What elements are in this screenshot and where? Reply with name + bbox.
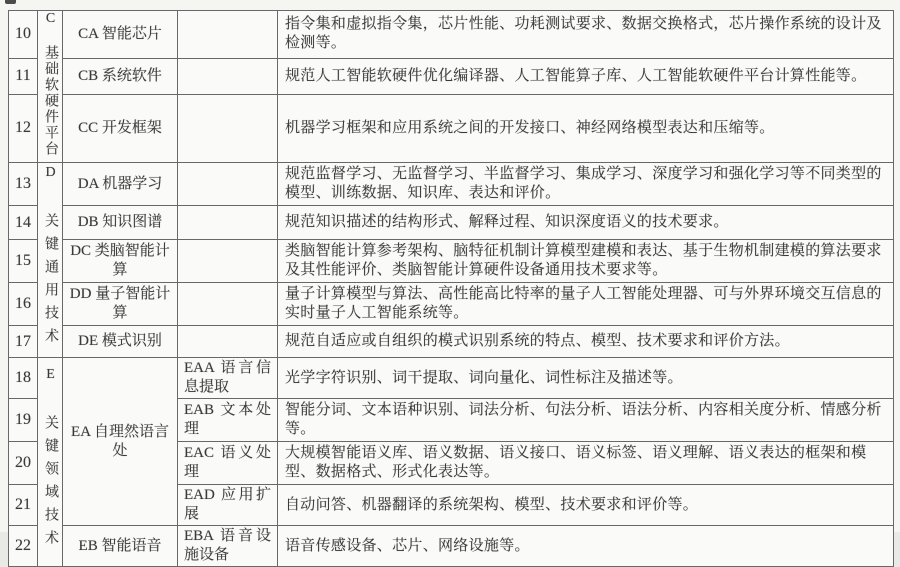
description-cell: 智能分词、文本语种识别、词法分析、句法分析、语法分析、内容相关度分析、情感分析等。 bbox=[278, 399, 894, 442]
level3-cell bbox=[178, 240, 278, 283]
level2-cell: DD 量子智能计算 bbox=[63, 283, 178, 326]
row-number-cell: 12 bbox=[9, 94, 38, 162]
level3-cell bbox=[178, 11, 278, 59]
description-cell: 类脑智能计算参考架构、脑特征机制计算模型建模和表达、基于生物机制建模的算法要求及其性能评价、类脑智能计算硬件设备通用技术要求等。 bbox=[278, 240, 894, 283]
classification-table bbox=[8, 10, 894, 567]
category-c-cell bbox=[38, 11, 63, 163]
row-number-cell: 18 bbox=[9, 358, 38, 399]
description-cell: 规范人工智能软硬件优化编译器、人工智能算子库、人工智能软硬件平台计算性能等。 bbox=[278, 58, 894, 94]
level3-cell: EAD 应用扩展 bbox=[178, 485, 278, 526]
level3-cell bbox=[178, 283, 278, 326]
level3-cell: EBA 语音设施设备 bbox=[178, 526, 278, 567]
level3-cell bbox=[178, 206, 278, 240]
table-row bbox=[9, 206, 894, 240]
level2-cell: DA 机器学习 bbox=[63, 163, 178, 206]
table-row bbox=[9, 163, 894, 206]
table-row bbox=[9, 283, 894, 326]
category-e-label: E 关键领域技术 bbox=[43, 366, 58, 553]
category-d-cell bbox=[38, 163, 63, 358]
category-c-label: C 基础软硬件平台 bbox=[43, 11, 58, 157]
row-number-cell: 15 bbox=[9, 240, 38, 283]
table-row bbox=[9, 240, 894, 283]
level2-cell: DC 类脑智能计算 bbox=[63, 240, 178, 283]
level2-cell: EB 智能语音 bbox=[63, 526, 178, 567]
level3-cell bbox=[178, 94, 278, 162]
table-row bbox=[9, 526, 894, 567]
level3-cell: EAA 语言信息提取 bbox=[178, 358, 278, 399]
category-d-label: D 关键通用技术 bbox=[43, 164, 58, 351]
level3-cell: EAC 语义处理 bbox=[178, 442, 278, 485]
level3-cell bbox=[178, 163, 278, 206]
description-cell: 机器学习框架和应用系统之间的开发接口、神经网络模型表达和压缩等。 bbox=[278, 94, 894, 162]
level3-cell: EAB 文本处理 bbox=[178, 399, 278, 442]
table-row bbox=[9, 58, 894, 94]
level2-cell: CA 智能芯片 bbox=[63, 11, 178, 59]
description-cell: 语音传感设备、芯片、网络设施等。 bbox=[278, 526, 894, 567]
description-cell: 指令集和虚拟指令集，芯片性能、功耗测试要求、数据交换格式，芯片操作系统的设计及检测等。 bbox=[278, 11, 894, 59]
table-row bbox=[9, 11, 894, 59]
level2-cell: CB 系统软件 bbox=[63, 58, 178, 94]
level2-cell: DE 模式识别 bbox=[63, 326, 178, 358]
row-number-cell: 14 bbox=[9, 206, 38, 240]
row-number-cell: 19 bbox=[9, 399, 38, 442]
description-cell: 量子计算模型与算法、高性能高比特率的量子人工智能处理器、可与外界环境交互信息的实时量子人工智能系统等。 bbox=[278, 283, 894, 326]
row-number-cell: 16 bbox=[9, 283, 38, 326]
table-row bbox=[9, 326, 894, 358]
category-e-cell bbox=[38, 358, 63, 567]
description-cell: 规范知识描述的结构形式、解释过程、知识深度语义的技术要求。 bbox=[278, 206, 894, 240]
table-row bbox=[9, 358, 894, 399]
level2-cell: CC 开发框架 bbox=[63, 94, 178, 162]
row-number-cell: 13 bbox=[9, 163, 38, 206]
description-cell: 规范自适应或自组织的模式识别系统的特点、模型、技术要求和评价方法。 bbox=[278, 326, 894, 358]
scan-artifact bbox=[5, 0, 16, 4]
row-number-cell: 20 bbox=[9, 442, 38, 485]
level3-cell bbox=[178, 58, 278, 94]
description-cell: 规范监督学习、无监督学习、半监督学习、集成学习、深度学习和强化学习等不同类型的模型、训练数据、知识库、表达和评价。 bbox=[278, 163, 894, 206]
description-cell: 光学字符识别、词干提取、词向量化、词性标注及描述等。 bbox=[278, 358, 894, 399]
row-number-cell: 21 bbox=[9, 485, 38, 526]
row-number-cell: 17 bbox=[9, 326, 38, 358]
description-cell: 自动问答、机器翻译的系统架构、模型、技术要求和评价等。 bbox=[278, 485, 894, 526]
row-number-cell: 22 bbox=[9, 526, 38, 567]
row-number-cell: 10 bbox=[9, 11, 38, 59]
table-row bbox=[9, 94, 894, 162]
level2-cell: EA 自理然语言处 bbox=[63, 358, 178, 526]
level3-cell bbox=[178, 326, 278, 358]
level2-cell: DB 知识图谱 bbox=[63, 206, 178, 240]
row-number-cell: 11 bbox=[9, 58, 38, 94]
description-cell: 大规模智能语义库、语义数据、语义接口、语义标签、语义理解、语义表达的框架和模型、数据格式、形式化表达等。 bbox=[278, 442, 894, 485]
